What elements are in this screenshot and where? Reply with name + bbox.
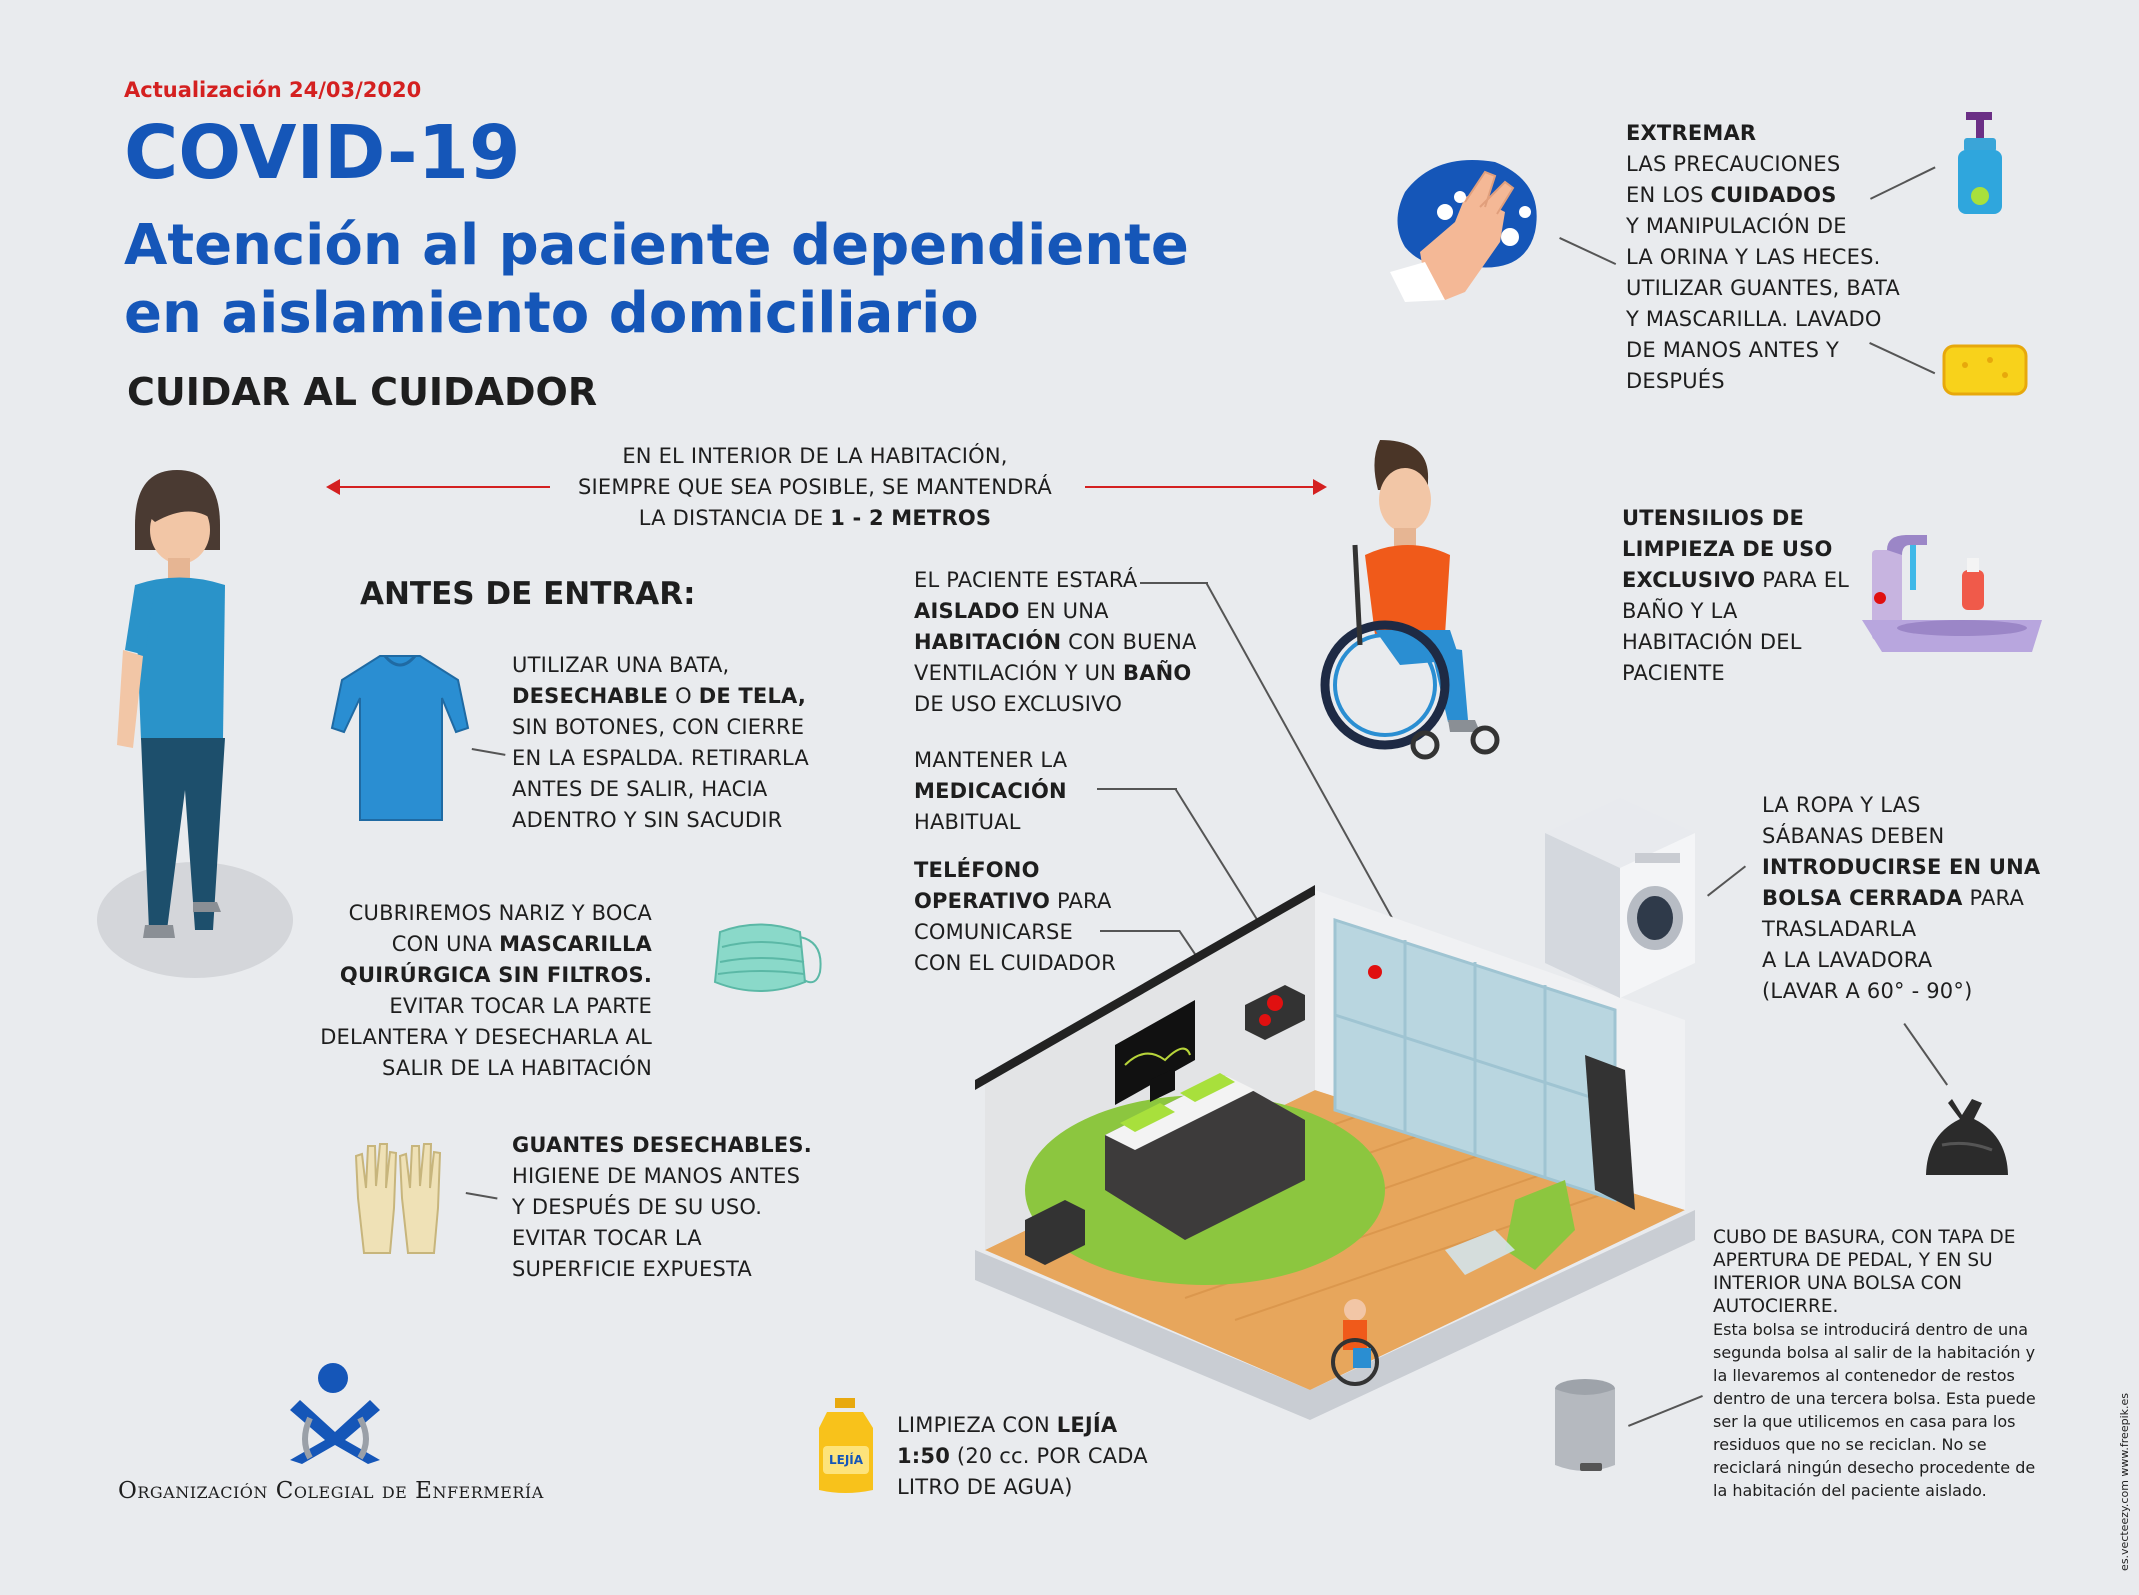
gown-text: UTILIZAR UNA BATA, DESECHABLE O DE TELA, SIN BOTONES, CON CIERRE EN LA ESPALDA. RETIRARLA ANTES DE SALIR, HACIA ADENTRO Y SIN SACUDIR — [512, 653, 809, 832]
medication-pointer-line — [1097, 788, 1177, 790]
page-title: COVID-19 — [124, 110, 521, 196]
antes-de-entrar-heading: ANTES DE ENTRAR: — [360, 576, 696, 612]
gown-pointer-line — [472, 748, 506, 756]
utensils-text: UTENSILIOS DE LIMPIEZA DE USO EXCLUSIVO PARA EL BAÑO Y LA HABITACIÓN DEL PACIENTE — [1622, 506, 1850, 685]
update-date: Actualización 24/03/2020 — [124, 78, 422, 102]
hand-washing-icon — [1385, 152, 1545, 302]
precautions-text: EXTREMAR LAS PRECAUCIONES EN LOS CUIDADOS Y MANIPULACIÓN DE LA ORINA Y LAS HECES. UTILIZAR GUANTES, BATA Y MASCARILLA. LAVADO DE MANOS ANTES Y DESPUÉS — [1626, 121, 1900, 393]
pedal-bin-icon — [1550, 1375, 1620, 1480]
trash-bag-icon — [1922, 1095, 2012, 1180]
distance-text: EN EL INTERIOR DE LA HABITACIÓN, SIEMPRE QUE SEA POSIBLE, SE MANTENDRÁ LA DISTANCIA DE 1 - 2 METROS — [578, 444, 1052, 530]
bleach-label: LEJÍA — [828, 1453, 864, 1467]
arrow-left-icon — [326, 479, 340, 495]
gown-icon — [330, 650, 470, 825]
bleach-text: LIMPIEZA CON LEJÍA 1:50 (20 cc. POR CADA LITRO DE AGUA) — [897, 1413, 1148, 1499]
distance-arrow-right — [1085, 486, 1315, 488]
page-subtitle: Atención al paciente dependiente en aislamiento domiciliario — [124, 213, 1189, 346]
gloves-pointer-line — [466, 1192, 498, 1200]
wheelchair-patient-icon — [1300, 440, 1510, 775]
bin-text: CUBO DE BASURA, CON TAPA DE APERTURA DE PEDAL, Y EN SU INTERIOR UNA BOLSA CON AUTOCIERRE. Esta bolsa se introducirá dentro de una segunda bolsa al salir de la habitación y la llevaremos al contenedor de restos dentro de una tercera bolsa. Esta puede ser la que utilicemos en casa para los residuos que no se reciclan. No se reciclará ningún desecho procedente de la habitación del paciente aislado. — [1713, 1226, 2043, 1502]
organization-name: Organización Colegial de Enfermería — [118, 1478, 544, 1504]
washing-machine-icon — [1540, 793, 1700, 1003]
section-heading: CUIDAR AL CUIDADOR — [127, 370, 598, 414]
nursing-logo-icon — [290, 1360, 390, 1465]
image-credit: es.vecteezy.com www.freepik.es — [2118, 1393, 2131, 1571]
gloves-text: GUANTES DESECHABLES. HIGIENE DE MANOS ANTES Y DESPUÉS DE SU USO. EVITAR TOCAR LA SUPERFICIE EXPUESTA — [512, 1133, 812, 1281]
patient-room-text: EL PACIENTE ESTARÁ AISLADO EN UNA HABITACIÓN CON BUENA VENTILACIÓN Y UN BAÑO DE USO EXCLUSIVO — [914, 568, 1197, 716]
precautions-pointer-line — [1559, 237, 1616, 265]
distance-arrow-left — [330, 486, 550, 488]
phone-text: TELÉFONO OPERATIVO PARA COMUNICARSE CON EL CUIDADOR — [914, 858, 1116, 975]
room-pointer-line — [1140, 582, 1208, 584]
mask-text: CUBRIREMOS NARIZ Y BOCA CON UNA MASCARILLA QUIRÚRGICA SIN FILTROS. EVITAR TOCAR LA PARTE DELANTERA Y DESECHARLA AL SALIR DE LA HABITACIÓN — [320, 901, 652, 1080]
trash-bag-pointer-line — [1903, 1023, 1948, 1086]
laundry-text: LA ROPA Y LAS SÁBANAS DEBEN INTRODUCIRSE EN UNA BOLSA CERRADA PARA TRASLADARLA A LA LAVADORA (LAVAR A 60° - 90°) — [1762, 793, 2041, 1003]
medication-text: MANTENER LA MEDICACIÓN HABITUAL — [914, 748, 1068, 834]
soap-dispenser-icon — [1950, 108, 2010, 218]
sink-icon — [1862, 530, 2042, 660]
bleach-bottle-icon — [815, 1398, 877, 1496]
bin-detail-text: Esta bolsa se introducirá dentro de una segunda bolsa al salir de la habitación y la llevaremos al contenedor de restos dentro de una tercera bolsa. Esta puede ser la que utilicemos en casa para los residuos que no se reciclan. No se reciclará ningún desecho procedente de la habitación del paciente aislado. — [1713, 1320, 2036, 1500]
woman-caregiver-icon — [95, 460, 295, 980]
gloves-icon — [350, 1138, 450, 1263]
surgical-mask-icon — [700, 912, 825, 1007]
laundry-pointer-line — [1707, 865, 1746, 896]
sponge-icon — [1940, 340, 2030, 400]
